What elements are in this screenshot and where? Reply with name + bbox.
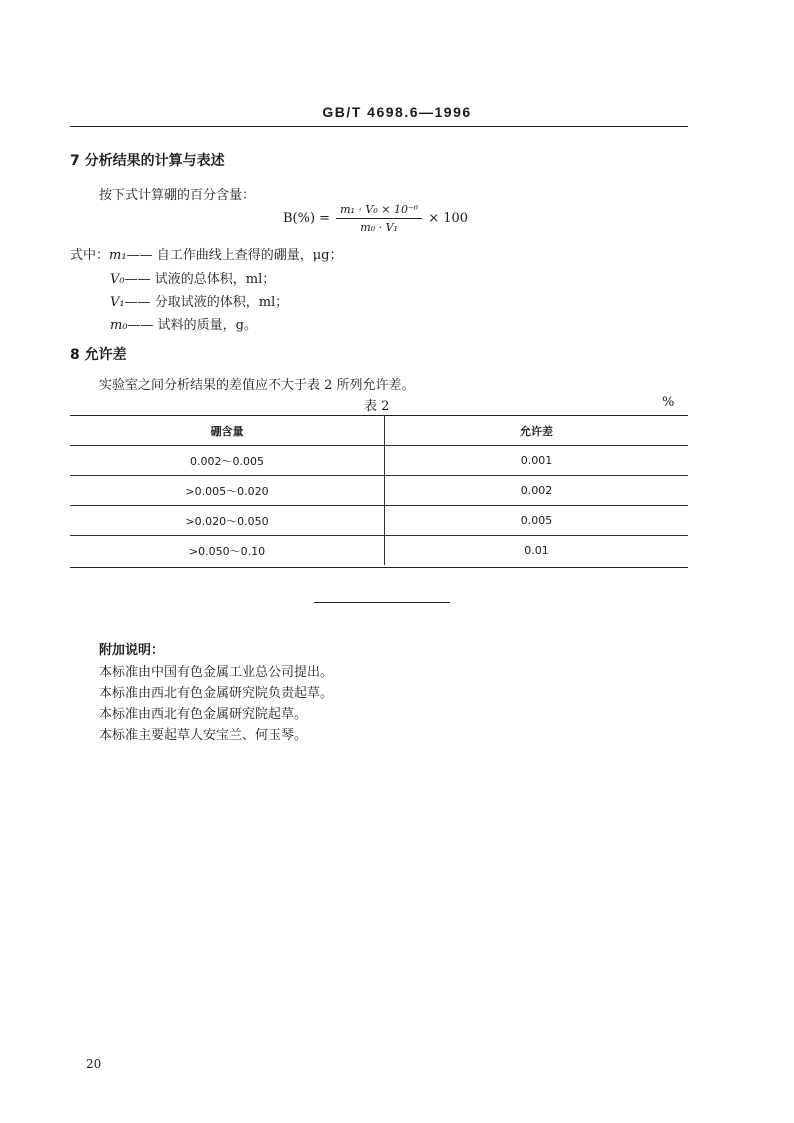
formula-lhs: B(%) = bbox=[283, 211, 331, 226]
cell-tolerance: 0.001 bbox=[385, 446, 689, 476]
variable-symbol: V₁ bbox=[110, 295, 125, 310]
variable-desc: —— 分取试液的体积，ml； bbox=[124, 295, 289, 310]
section-8-title: 8 允许差 bbox=[70, 347, 127, 363]
variable-row bbox=[110, 268, 275, 287]
cell-boron-content: >0.005～0.020 bbox=[70, 476, 385, 506]
table-caption: 表 2 bbox=[364, 399, 390, 414]
header-boron-content: 硼含量 bbox=[70, 416, 385, 446]
boron-formula bbox=[283, 203, 468, 234]
header-tolerance: 允许差 bbox=[520, 424, 553, 438]
variable-desc: —— 试料的质量，g。 bbox=[127, 318, 258, 333]
table-row bbox=[70, 506, 688, 536]
tolerance-table bbox=[70, 416, 688, 565]
page-number: 20 bbox=[86, 1057, 102, 1071]
section-7-intro: 按下式计算硼的百分含量： bbox=[99, 188, 256, 203]
variable-desc: —— 自工作曲线上查得的硼量，μg； bbox=[126, 248, 343, 263]
cell-tolerance: 0.005 bbox=[385, 506, 689, 536]
table-row bbox=[70, 536, 688, 566]
header-rule bbox=[70, 126, 688, 127]
table-row bbox=[70, 476, 688, 506]
table-unit: % bbox=[662, 395, 675, 410]
table-row bbox=[70, 446, 688, 476]
variable-prefix: 式中： bbox=[70, 248, 110, 263]
end-of-standard-rule bbox=[314, 602, 450, 603]
notes-line: 本标准主要起草人安宝兰、何玉琴。 bbox=[99, 728, 308, 743]
notes-title: 附加说明： bbox=[99, 643, 165, 658]
variable-row bbox=[70, 244, 342, 263]
standard-code-header: GB/T 4698.6—1996 bbox=[322, 104, 472, 120]
variable-symbol: V₀ bbox=[110, 272, 125, 287]
variable-symbol: m₀ bbox=[110, 318, 128, 333]
formula-denominator: m₀ · V₁ bbox=[360, 221, 398, 234]
variable-desc: —— 试液的总体积，ml； bbox=[124, 272, 276, 287]
section-7-title: 7 分析结果的计算与表述 bbox=[70, 153, 225, 169]
cell-tolerance: 0.01 bbox=[385, 536, 689, 566]
variable-row bbox=[110, 314, 257, 333]
cell-boron-content: >0.020～0.050 bbox=[70, 506, 385, 536]
table-header-row bbox=[70, 416, 688, 446]
cell-tolerance: 0.002 bbox=[385, 476, 689, 506]
section-8-text: 实验室之间分析结果的差值应不大于表 2 所列允许差。 bbox=[99, 378, 415, 393]
cell-boron-content: >0.050～0.10 bbox=[70, 536, 385, 566]
variable-symbol: m₁ bbox=[109, 248, 127, 263]
cell-boron-content: 0.002～0.005 bbox=[70, 446, 385, 476]
variable-row bbox=[110, 291, 288, 310]
table-bottom-rule bbox=[70, 567, 688, 568]
notes-line: 本标准由西北有色金属研究院起草。 bbox=[99, 707, 308, 722]
formula-numerator: m₁ · V₀ × 10⁻⁶ bbox=[336, 203, 422, 219]
notes-line: 本标准由中国有色金属工业总公司提出。 bbox=[99, 665, 334, 680]
notes-line: 本标准由西北有色金属研究院负责起草。 bbox=[99, 686, 334, 701]
formula-rhs: × 100 bbox=[428, 211, 469, 226]
formula-fraction bbox=[336, 203, 422, 234]
